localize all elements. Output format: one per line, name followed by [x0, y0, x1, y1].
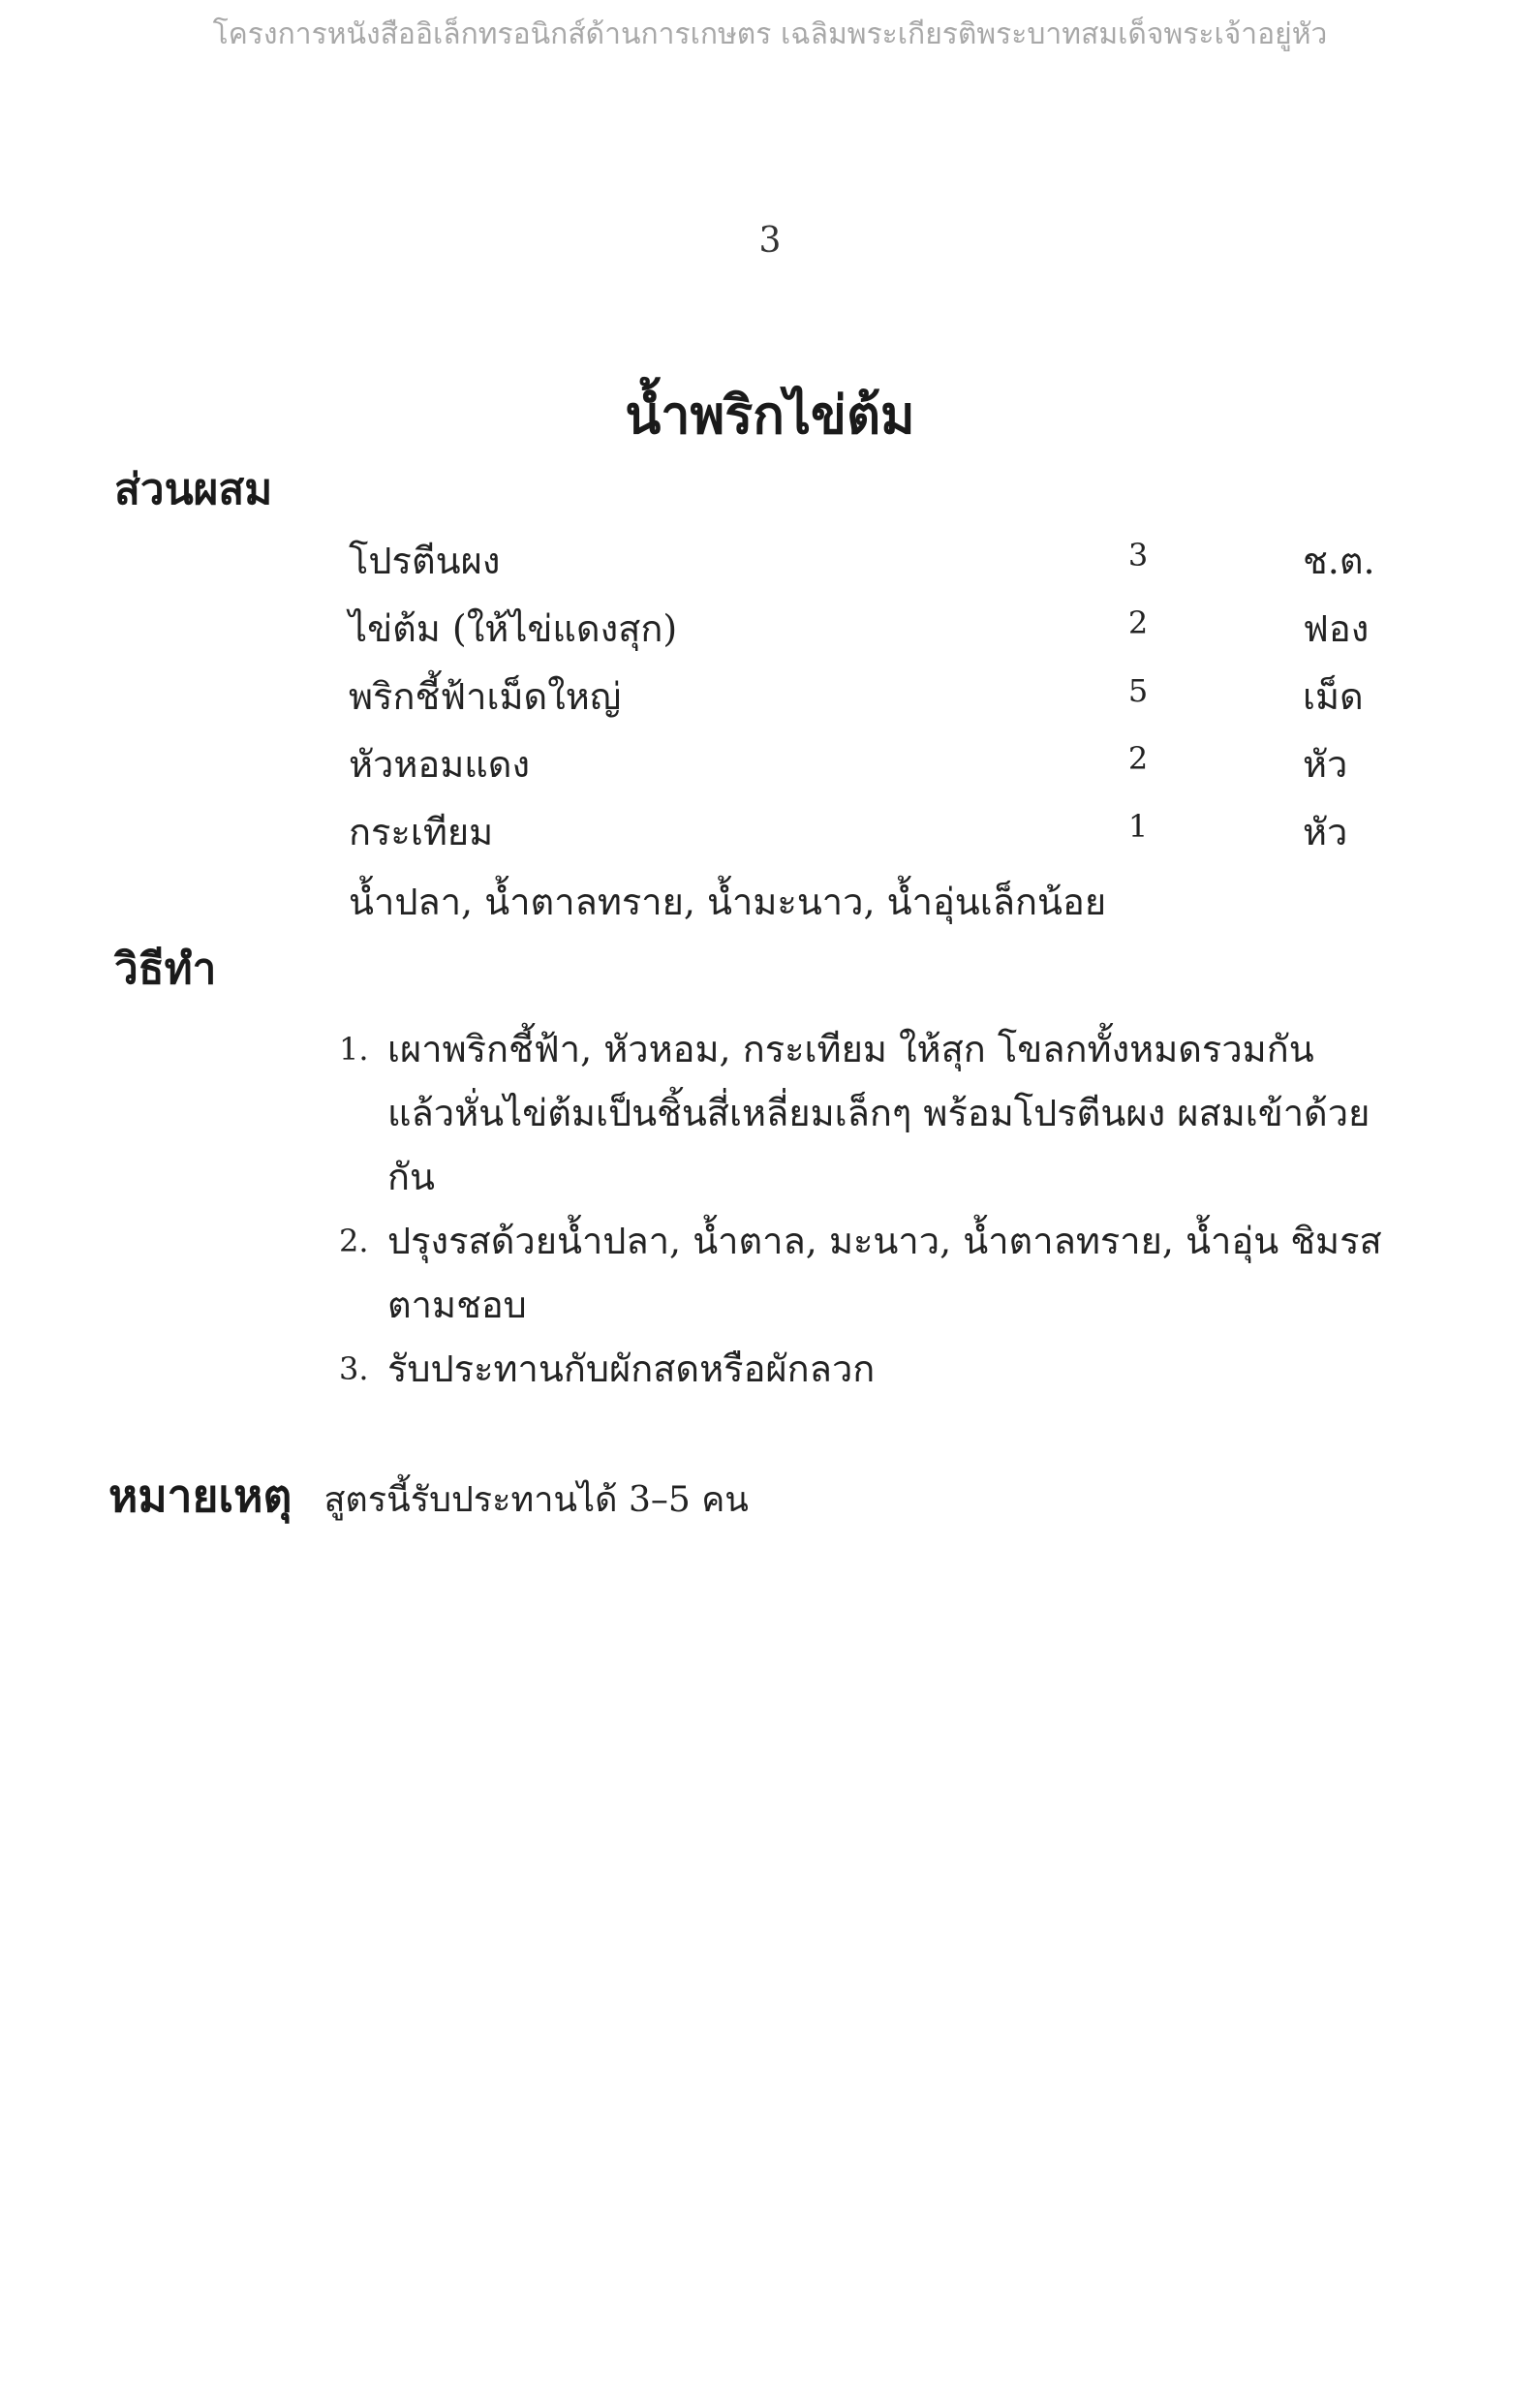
ingredient-name: กระเทียม	[349, 811, 494, 853]
ingredient-unit: หัว	[1303, 811, 1348, 853]
step-text: ปรุงรสด้วยน้ำปลา, น้ำตาล, มะนาว, น้ำตาลทราย, น้ำอุ่น ชิมรสตามชอบ	[387, 1220, 1382, 1326]
step-number: 2.	[339, 1223, 369, 1259]
ingredient-name: โปรตีนผง	[349, 540, 501, 582]
recipe-title: น้ำพริกไข่ต้ม	[625, 385, 915, 446]
note-label: หมายเหตุ	[108, 1470, 293, 1522]
ingredient-row	[349, 734, 1395, 802]
ingredient-name: ไข่ต้ม (ให้ไข่แดงสุก)	[349, 607, 678, 650]
ingredient-unit: หัว	[1303, 743, 1348, 786]
step-text: เผาพริกชี้ฟ้า, หัวหอม, กระเทียม ให้สุก โขลกทั้งหมดรวมกัน แล้วหั่นไข่ต้มเป็นชิ้นสี่เหลี่ยมเล็กๆ พร้อมโปรตีนผง ผสมเข้าด้วยกัน	[387, 1028, 1371, 1198]
method-step	[339, 1209, 1390, 1337]
method-heading: วิธีทำ	[114, 945, 217, 994]
ingredient-name: หัวหอมแดง	[349, 743, 531, 786]
method-step	[339, 1017, 1390, 1209]
ingredient-unit: เม็ด	[1303, 675, 1364, 718]
ingredient-unit: ช.ต.	[1303, 540, 1375, 582]
ingredient-row	[349, 531, 1395, 599]
ingredients-list	[349, 531, 1395, 870]
ingredient-row	[349, 666, 1395, 734]
step-number: 1.	[339, 1031, 369, 1068]
ingredient-row	[349, 802, 1395, 870]
page-number: 3	[758, 221, 782, 261]
method-steps	[339, 1017, 1390, 1401]
ingredients-heading: ส่วนผสม	[114, 465, 273, 514]
ingredient-quantity: 1	[1127, 808, 1149, 845]
ingredient-unit: ฟอง	[1303, 607, 1370, 650]
ingredient-name: พริกชี้ฟ้าเม็ดใหญ่	[349, 675, 622, 718]
note-text: สูตรนี้รับประทานได้ 3–5 คน	[323, 1480, 749, 1520]
note	[108, 1461, 749, 1532]
step-number: 3.	[339, 1350, 369, 1387]
ingredient-seasonings: น้ำปลา, น้ำตาลทราย, น้ำมะนาว, น้ำอุ่นเล็กน้อย	[349, 881, 1107, 923]
ingredient-quantity: 2	[1127, 604, 1149, 641]
step-text: รับประทานกับผักสดหรือผักลวก	[387, 1348, 876, 1390]
ingredient-quantity: 2	[1127, 740, 1149, 777]
ingredient-quantity: 3	[1127, 537, 1149, 573]
ingredient-row	[349, 599, 1395, 666]
page-header: โครงการหนังสืออิเล็กทรอนิกส์ด้านการเกษตร เฉลิมพระเกียรติพระบาทสมเด็จพระเจ้าอยู่หัว	[212, 17, 1328, 51]
ingredient-quantity: 5	[1127, 672, 1149, 709]
method-step	[339, 1337, 1390, 1401]
